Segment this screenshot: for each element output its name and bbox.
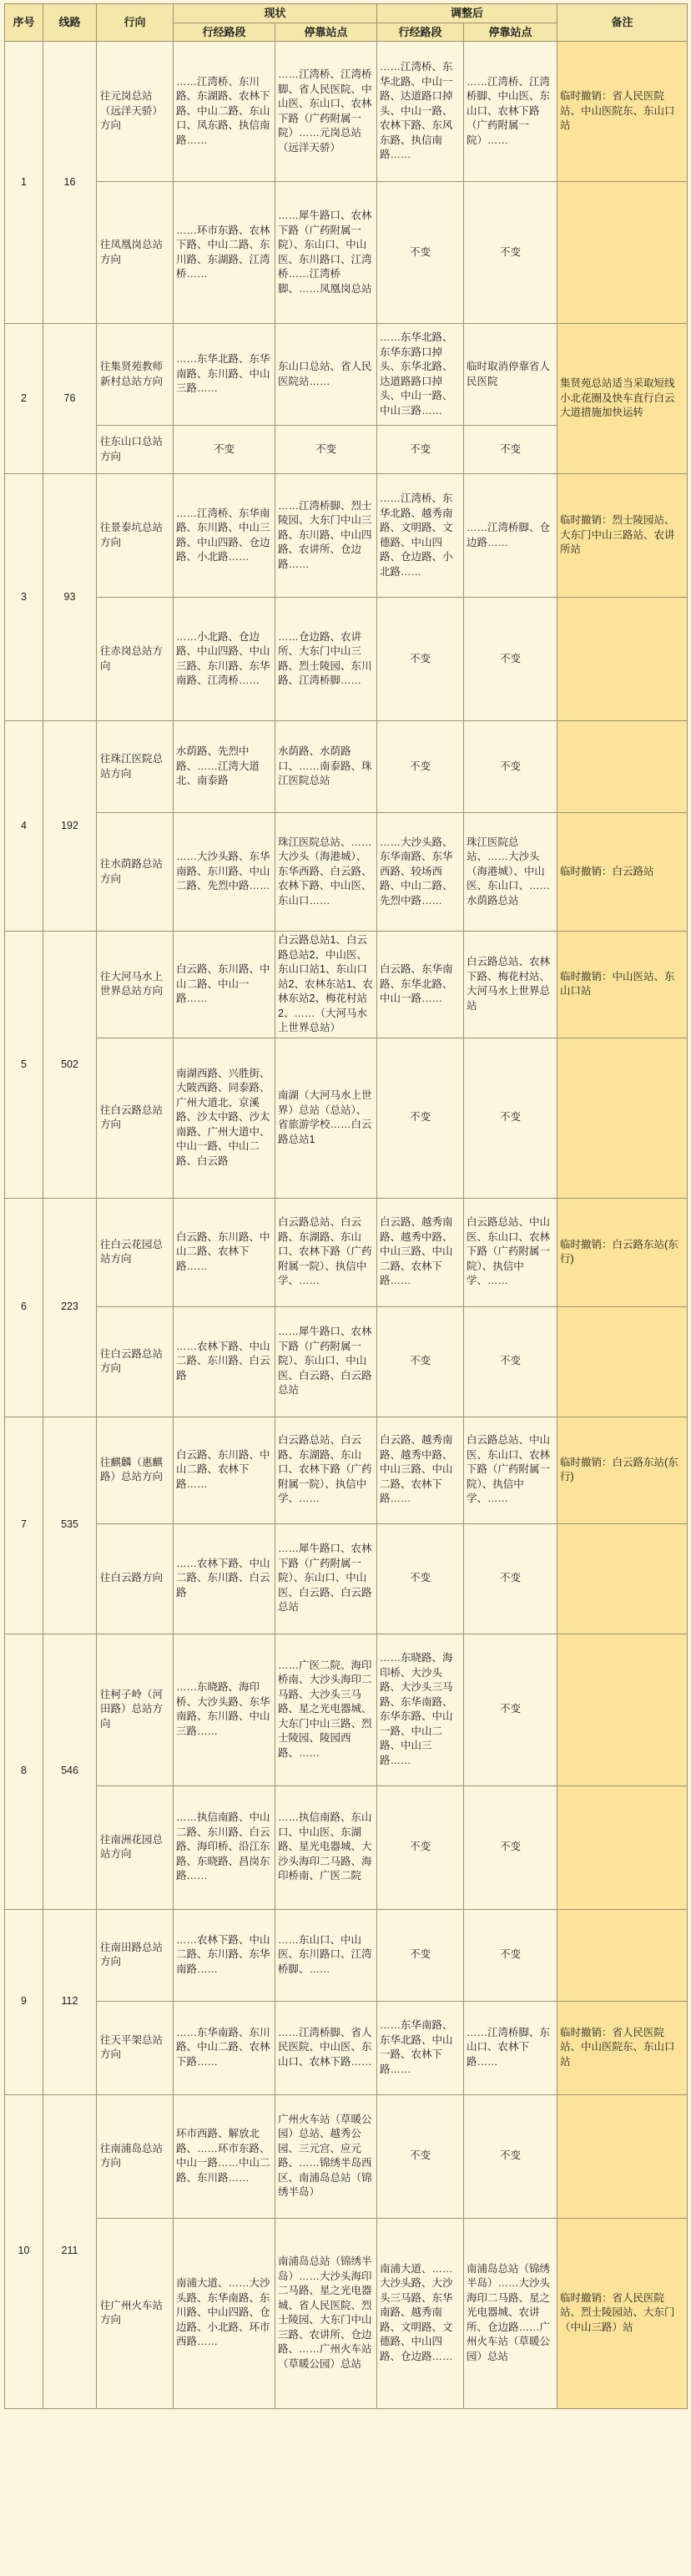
remarks-cell: 临时撤销：白云路东站(东行) — [557, 1198, 688, 1306]
new-stops-cell: 不变 — [464, 1523, 557, 1634]
current-stops-cell: ……犀牛路口、农林下路（广药附属一院）、东山口、中山医、白云路、白云路总站 — [275, 1306, 377, 1417]
current-stops-cell: 白云路总站、白云路、东湖路、东山口、农林下路（广药附属一院）、执信中学、…… — [275, 1198, 377, 1306]
current-path-cell: ……东华南路、东川路、中山二路、农林下路…… — [174, 2001, 275, 2094]
new-path-cell: ……江湾桥、东华北路、越秀南路、文明路、文德路、中山四路、仓边路、小北路…… — [377, 474, 464, 598]
seq-cell: 5 — [5, 932, 43, 1199]
remarks-cell: 临时撤销：省人民医院站、中山医院东、东山口站 — [557, 2001, 688, 2094]
current-path-cell: 白云路、东川路、中山二路、农林下路…… — [174, 1417, 275, 1523]
header-route: 线路 — [43, 4, 97, 42]
new-path-cell: 不变 — [377, 182, 464, 324]
remarks-cell — [557, 1909, 688, 2001]
current-stops-cell: 南浦岛总站（锦绣半岛）……大沙头海印二马路、星之光电器城、省人民医院、烈士陵园、大东门中山三路、农讲所、仓边路、……广州火车站（草暖公园）总站 — [275, 2218, 377, 2408]
direction-cell: 往白云路方向 — [97, 1523, 174, 1634]
current-stops-cell: ……广医二院、海印桥南、大沙头海印二马路、大沙头三马路、星之光电器城、大东门中山三路、烈士陵园、陵园西路、…… — [275, 1634, 377, 1786]
new-path-cell: ……大沙头路、东华南路、东华西路、较场西路、中山二路、先烈中路…… — [377, 813, 464, 932]
direction-cell: 往南洲花园总站方向 — [97, 1786, 174, 1909]
current-path-cell: 南浦大道、……大沙头路、东华南路、东川路、中山四路、仓边路、小北路、环市西路…… — [174, 2218, 275, 2408]
direction-cell: 往大河马水上世界总站方向 — [97, 932, 174, 1038]
header-current-stops: 停靠站点 — [275, 23, 377, 42]
new-stops-cell: 南浦岛总站（锦绣半岛）……大沙头海印二马路、星之光电器城、农讲所、仓边路……广州火车站（草暖公园）总站 — [464, 2218, 557, 2408]
current-path-cell: 南湖西路、兴胜街、大陂西路、同泰路、广州大道北、京溪路、沙太中路、沙太南路、广州大道中、中山一路、中山二路、白云路 — [174, 1038, 275, 1198]
remarks-cell — [557, 1786, 688, 1909]
direction-cell: 往白云路总站方向 — [97, 1306, 174, 1417]
seq-cell: 8 — [5, 1634, 43, 1909]
new-stops-cell: 珠江医院总站、……大沙头（海港城）、中山医、东山口、……水荫路总站 — [464, 813, 557, 932]
new-path-cell: 白云路、东华南路、东华北路、中山一路…… — [377, 932, 464, 1038]
header-current-path: 行经路段 — [174, 23, 275, 42]
seq-cell: 4 — [5, 721, 43, 932]
direction-cell: 往东山口总站方向 — [97, 426, 174, 474]
new-path-cell: 南浦大道、……大沙头路、大沙头三马路、东华南路、越秀南路、文明路、文德路、中山四路、仓边路…… — [377, 2218, 464, 2408]
current-stops-cell: ……犀牛路口、农林下路（广药附属一院）、东山口、中山医、白云路、白云路总站 — [275, 1523, 377, 1634]
remarks-cell: 临时撤销：中山医站、东山口站 — [557, 932, 688, 1038]
remarks-cell — [557, 1634, 688, 1786]
current-path-cell: ……农林下路、中山二路、东川路、白云路 — [174, 1306, 275, 1417]
direction-cell: 往赤岗总站方向 — [97, 598, 174, 721]
header-seq: 序号 — [5, 4, 43, 42]
route-cell: 223 — [43, 1198, 97, 1417]
new-path-cell: 白云路、越秀南路、越秀中路、中山三路、中山二路、农林下路…… — [377, 1417, 464, 1523]
current-stops-cell: ……东山口、中山医、东川路口、江湾桥脚、…… — [275, 1909, 377, 2001]
direction-cell: 往集贤苑教师新村总站方向 — [97, 324, 174, 426]
direction-cell: 往南田路总站方向 — [97, 1909, 174, 2001]
new-path-cell: 不变 — [377, 1306, 464, 1417]
current-path-cell: 不变 — [174, 426, 275, 474]
current-stops-cell: ……江湾桥脚、省人民医院、中山医、东山口、农林下路…… — [275, 2001, 377, 2094]
remarks-cell: 临时撤销：白云路东站(东行) — [557, 1417, 688, 1523]
direction-cell: 往麒麟（惠麒路）总站方向 — [97, 1417, 174, 1523]
new-stops-cell: 白云路总站、中山医、东山口、农林下路（广药附属一院）、执信中学、…… — [464, 1417, 557, 1523]
current-path-cell: 水荫路、先烈中路、……江湾大道北、南泰路 — [174, 721, 275, 813]
direction-cell: 往白云路总站方向 — [97, 1038, 174, 1198]
direction-cell: 往广州火车站方向 — [97, 2218, 174, 2408]
route-cell: 211 — [43, 2094, 97, 2408]
direction-cell: 往南浦岛总站方向 — [97, 2094, 174, 2218]
new-stops-cell: 不变 — [464, 2094, 557, 2218]
seq-cell: 2 — [5, 324, 43, 474]
current-path-cell: ……东晓路、海印桥、大沙头路、东华南路、东川路、中山三路…… — [174, 1634, 275, 1786]
current-stops-cell: 白云路总站1、白云路总站2、中山医、东山口站1、东山口站2、农林东站1、农林东站2、梅花村站2、……（大河马水上世界总站） — [275, 932, 377, 1038]
header-current: 现状 — [174, 4, 377, 23]
direction-cell: 往珠江医院总站方向 — [97, 721, 174, 813]
new-path-cell: 不变 — [377, 2094, 464, 2218]
new-path-cell: ……东华北路、东华东路口掉头、东华北路、达道路路口掉头、中山一路、中山三路…… — [377, 324, 464, 426]
route-cell: 535 — [43, 1417, 97, 1634]
new-path-cell: 不变 — [377, 1038, 464, 1198]
remarks-cell — [557, 182, 688, 324]
remarks-cell — [557, 2094, 688, 2218]
current-path-cell: 白云路、东川路、中山二路、中山一路…… — [174, 932, 275, 1038]
direction-cell: 往天平架总站方向 — [97, 2001, 174, 2094]
seq-cell: 9 — [5, 1909, 43, 2094]
route-cell: 93 — [43, 474, 97, 721]
new-stops-cell: 白云路总站、中山医、东山口、农林下路（广药附属一院）、执信中学、…… — [464, 1198, 557, 1306]
seq-cell: 6 — [5, 1198, 43, 1417]
remarks-cell: 临时撤销：省人民医院站、中山医院东、东山口站 — [557, 42, 688, 182]
route-cell: 546 — [43, 1634, 97, 1909]
new-stops-cell: 不变 — [464, 182, 557, 324]
current-path-cell: ……农林下路、中山二路、东川路、白云路 — [174, 1523, 275, 1634]
new-path-cell: ……江湾桥、东华北路、中山一路、达道路口掉头、中山一路、农林下路、东风东路、执信南路…… — [377, 42, 464, 182]
route-cell: 192 — [43, 721, 97, 932]
header-direction: 行向 — [97, 4, 174, 42]
header-new-path: 行经路段 — [377, 23, 464, 42]
current-stops-cell: 珠江医院总站、……大沙头（海港城）、东华西路、白云路、农林下路、中山医、东山口…… — [275, 813, 377, 932]
header-remarks: 备注 — [557, 4, 688, 42]
current-stops-cell: 南湖（大河马水上世界）总站（总站）、省旅游学校……白云路总站1 — [275, 1038, 377, 1198]
current-stops-cell: 不变 — [275, 426, 377, 474]
new-stops-cell: 不变 — [464, 598, 557, 721]
direction-cell: 往白云花园总站方向 — [97, 1198, 174, 1306]
route-cell: 76 — [43, 324, 97, 474]
current-path-cell: ……小北路、仓边路、中山四路、中山三路、东川路、东华南路、江湾桥…… — [174, 598, 275, 721]
remarks-cell: 临时撤销：烈士陵园站、大东门中山三路站、农讲所站 — [557, 474, 688, 598]
new-path-cell: 不变 — [377, 426, 464, 474]
current-path-cell: ……江湾桥、东川路、东湖路、农林下路、中山二路、东山口、凤东路、执信南路…… — [174, 42, 275, 182]
current-path-cell: 白云路、东川路、中山二路、农林下路…… — [174, 1198, 275, 1306]
current-path-cell: ……农林下路、中山二路、东川路、东华南路…… — [174, 1909, 275, 2001]
current-stops-cell: ……仓边路、农讲所、大东门中山三路、烈士陵园、东川路、江湾桥脚…… — [275, 598, 377, 721]
header-new-stops: 停靠站点 — [464, 23, 557, 42]
new-stops-cell: 不变 — [464, 426, 557, 474]
current-stops-cell: ……犀牛路口、农林下路（广药附属一院）、东山口、中山医、东川路口、江湾桥……江湾桥脚、……凤凰岗总站 — [275, 182, 377, 324]
current-stops-cell: ……江湾桥脚、烈士陵园、大东门中山三路、东川路、中山四路、农讲所、仓边路…… — [275, 474, 377, 598]
remarks-cell — [557, 1523, 688, 1634]
direction-cell: 往景泰坑总站方向 — [97, 474, 174, 598]
new-path-cell: 不变 — [377, 1523, 464, 1634]
current-path-cell: ……东华北路、东华南路、东川路、中山三路…… — [174, 324, 275, 426]
seq-cell: 10 — [5, 2094, 43, 2408]
new-stops-cell: 不变 — [464, 1909, 557, 2001]
direction-cell: 往凤凰岗总站方向 — [97, 182, 174, 324]
new-path-cell: 不变 — [377, 598, 464, 721]
remarks-cell — [557, 1038, 688, 1198]
new-path-cell: 白云路、越秀南路、越秀中路、中山三路、中山二路、农林下路…… — [377, 1198, 464, 1306]
current-stops-cell: 水荫路、水荫路口、……南泰路、珠江医院总站 — [275, 721, 377, 813]
route-cell: 16 — [43, 42, 97, 324]
new-stops-cell: 不变 — [464, 1786, 557, 1909]
new-path-cell: 不变 — [377, 1909, 464, 2001]
direction-cell: 往元岗总站（远洋天骄）方向 — [97, 42, 174, 182]
new-stops-cell: 白云路总站、农林下路、梅花村站、大河马水上世界总站 — [464, 932, 557, 1038]
remarks-cell — [557, 721, 688, 813]
remarks-cell — [557, 1306, 688, 1417]
route-cell: 502 — [43, 932, 97, 1199]
new-stops-cell: 临时取消停靠省人民医院 — [464, 324, 557, 426]
current-stops-cell: 东山口总站、省人民医院站…… — [275, 324, 377, 426]
current-path-cell: ……江湾桥、东华南路、东川路、中山三路、中山四路、仓边路、小北路…… — [174, 474, 275, 598]
current-stops-cell: ……执信南路、东山口、中山医、东湖路、星光电器城、大沙头海印二马路、海印桥南、广医二院 — [275, 1786, 377, 1909]
new-path-cell: ……东晓路、海印桥、大沙头路、大沙头三马路、东华南路、东华东路、中山一路、中山二路、中山三路…… — [377, 1634, 464, 1786]
new-stops-cell: ……江湾桥、江湾桥脚、中山医、东山口、农林下路（广药附属一院）…… — [464, 42, 557, 182]
seq-cell: 7 — [5, 1417, 43, 1634]
new-stops-cell: 不变 — [464, 1038, 557, 1198]
remarks-cell: 集贤苑总站适当采取短线小北花圈及快车直行白云大道措施加快运转 — [557, 324, 688, 474]
new-stops-cell: 不变 — [464, 721, 557, 813]
remarks-cell: 临时撤销：省人民医院站、烈士陵园站、大东门（中山三路）站 — [557, 2218, 688, 2408]
current-path-cell: 环市西路、解放北路、……环市东路、中山一路……中山二路、东川路…… — [174, 2094, 275, 2218]
current-stops-cell: ……江湾桥、江湾桥脚、省人民医院、中山医、东山口、农林下路（广药附属一院）……元岗总站（远洋天骄） — [275, 42, 377, 182]
current-stops-cell: 白云路总站、白云路、东湖路、东山口、农林下路（广药附属一院）、执信中学、…… — [275, 1417, 377, 1523]
new-stops-cell: 不变 — [464, 1306, 557, 1417]
new-path-cell: 不变 — [377, 721, 464, 813]
current-path-cell: ……环市东路、农林下路、中山二路、东川路、东湖路、江湾桥…… — [174, 182, 275, 324]
direction-cell: 往水荫路总站方向 — [97, 813, 174, 932]
current-path-cell: ……执信南路、中山二路、东川路、白云路、海印桥、沿江东路、东晓路、昌岗东路…… — [174, 1786, 275, 1909]
seq-cell: 3 — [5, 474, 43, 721]
direction-cell: 往柯子岭（河田路）总站方向 — [97, 1634, 174, 1786]
remarks-cell — [557, 598, 688, 721]
remarks-cell: 临时撤销：白云路站 — [557, 813, 688, 932]
route-cell: 112 — [43, 1909, 97, 2094]
new-stops-cell: ……江湾桥脚、仓边路…… — [464, 474, 557, 598]
seq-cell: 1 — [5, 42, 43, 324]
new-stops-cell: ……江湾桥脚、东山口、农林下路…… — [464, 2001, 557, 2094]
new-path-cell: ……东华南路、东华北路、中山一路、农林下路…… — [377, 2001, 464, 2094]
new-stops-cell: 不变 — [464, 1634, 557, 1786]
route-adjustment-table — [4, 3, 688, 2409]
current-stops-cell: 广州火车站（草暖公园）总站、越秀公园、三元宫、应元路、……锦绣半岛西区、南浦岛总站（锦绣半岛） — [275, 2094, 377, 2218]
header-adjusted: 调整后 — [377, 4, 557, 23]
current-path-cell: ……大沙头路、东华南路、东川路、中山二路、先烈中路…… — [174, 813, 275, 932]
new-path-cell: 不变 — [377, 1786, 464, 1909]
